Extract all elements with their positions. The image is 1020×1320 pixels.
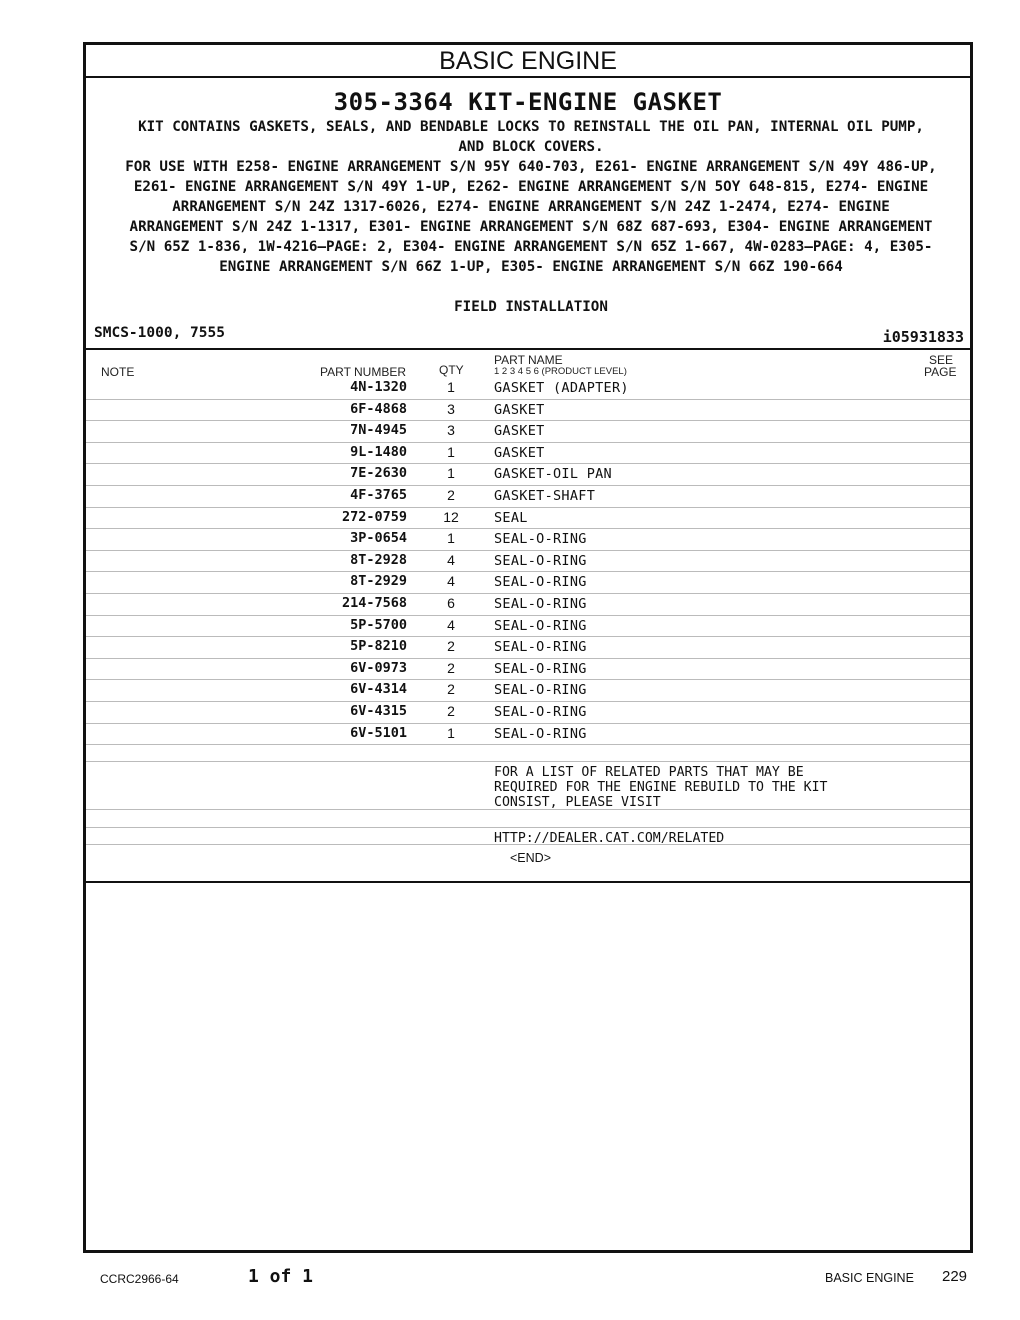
kit-title: 305-3364 KIT-ENGINE GASKET (333, 88, 723, 116)
part-number[interactable]: 214-7568 (341, 595, 407, 611)
kit-description: KIT CONTAINS GASKETS, SEALS, AND BENDABLE LOCKS TO REINSTALL THE OIL PAN, INTERNAL OIL PUMP, AND BLOCK COVERS. (138, 119, 924, 155)
parts-row (86, 702, 970, 724)
part-name: GASKET (ADAPTER) (494, 380, 629, 396)
part-qty: 1 (447, 379, 455, 395)
parts-row (86, 659, 970, 681)
part-name: SEAL-O-RING (494, 639, 587, 656)
part-name: SEAL-O-RING (494, 531, 587, 548)
part-qty: 1 (447, 465, 455, 482)
table-end-divider (86, 881, 970, 883)
part-qty: 2 (447, 681, 455, 698)
part-number[interactable]: 6V-4315 (350, 703, 407, 719)
smcs-code: SMCS-1000, 7555 (94, 325, 225, 341)
parts-row (86, 378, 970, 400)
part-qty: 4 (447, 616, 455, 633)
parts-row (86, 400, 970, 422)
parts-row (86, 421, 970, 443)
part-name: SEAL (494, 509, 528, 526)
parts-row (86, 486, 970, 508)
part-number[interactable]: 8T-2928 (350, 551, 407, 568)
part-name: SEAL-O-RING (494, 574, 587, 591)
part-number[interactable]: 5P-8210 (350, 638, 407, 655)
parts-row (86, 680, 970, 702)
header-see: SEE (929, 353, 954, 367)
parts-row (86, 594, 970, 616)
kit-usage: FOR USE WITH E258- ENGINE ARRANGEMENT S/N 95Y 640-703, E261- ENGINE ARRANGEMENT S/N 49Y 486-UP, E261- ENGINE ARRANGEMENT S/N 49Y 1-UP, E262- ENGINE ARRANGEMENT S/N 5OY 648-815, E274- ENGINE ARRANGEMENT S/N 24Z 1317-6026, E274- ENGINE ARRANGEMENT S/N 24Z 1-2474, E274- ENGINE ARRANGEMENT S/N 24Z 1-1317, E301- ENGINE ARRANGEMENT S/N 68Z 687-693, E304- ENGINE ARRANGEMENT S/N 65Z 1-836, 1W-4216—PAGE: 2, E304- ENGINE ARRANGEMENT S/N 65Z 1-667, 4W-0283—PAGE: 4, E305- ENGINE ARRANGEMENT S/N 66Z 1-UP, E305- ENGINE ARRANGEMENT S/N 66Z 190-664 (125, 159, 937, 275)
parts-row (86, 572, 970, 594)
part-name: SEAL-O-RING (494, 617, 587, 634)
part-qty: 1 (447, 724, 455, 741)
part-number[interactable]: 7E-2630 (350, 465, 407, 482)
kit-installation: FIELD INSTALLATION (454, 299, 608, 315)
part-qty: 1 (447, 443, 455, 460)
part-number[interactable]: 4N-1320 (350, 379, 407, 395)
spacer-row (86, 745, 970, 762)
header-qty: QTY (439, 363, 464, 377)
page-number: 229 (942, 1268, 968, 1285)
part-name: GASKET-SHAFT (494, 488, 596, 504)
part-name: SEAL-O-RING (494, 596, 587, 612)
footer-section-name: BASIC ENGINE (825, 1271, 914, 1285)
part-name: GASKET-OIL PAN (494, 466, 612, 483)
page-frame (83, 42, 973, 1253)
header-divider (86, 348, 970, 350)
related-parts-note: FOR A LIST OF RELATED PARTS THAT MAY BE REQUIRED FOR THE ENGINE REBUILD TO THE KIT CONSIST, PLEASE VISIT (494, 765, 828, 810)
part-number[interactable]: 6V-5101 (350, 724, 407, 741)
part-number[interactable]: 6V-4314 (350, 681, 407, 698)
part-name: GASKET (494, 401, 545, 418)
part-qty: 1 (447, 530, 455, 547)
part-qty: 4 (447, 573, 455, 590)
part-number[interactable]: 6F-4868 (350, 400, 407, 417)
part-name: SEAL-O-RING (494, 704, 587, 720)
part-qty: 12 (443, 508, 459, 525)
document-id: CCRC2966-64 (100, 1272, 179, 1286)
illustration-id: i05931833 (882, 328, 964, 346)
part-name: SEAL-O-RING (494, 660, 587, 677)
parts-row (86, 551, 970, 573)
part-number[interactable]: 6V-0973 (350, 659, 407, 676)
part-number[interactable]: 272-0759 (341, 508, 407, 525)
part-name: SEAL-O-RING (494, 725, 587, 742)
part-qty: 6 (447, 595, 455, 611)
part-qty: 3 (447, 422, 455, 439)
section-title: BASIC ENGINE (86, 45, 970, 78)
part-number[interactable]: 8T-2929 (350, 573, 407, 590)
part-number[interactable]: 5P-5700 (350, 616, 407, 633)
header-part-number: PART NUMBER (320, 365, 407, 379)
page-of: 1 of 1 (248, 1266, 314, 1287)
part-qty: 2 (447, 487, 455, 503)
header-product-levels: 1 2 3 4 5 6 (PRODUCT LEVEL) (494, 366, 627, 377)
related-parts-url[interactable]: HTTP://DEALER.CAT.COM/RELATED (494, 831, 725, 846)
end-marker: <END> (510, 851, 551, 865)
header-note: NOTE (101, 365, 135, 379)
note-row (86, 762, 970, 810)
part-qty: 2 (447, 638, 455, 655)
part-number[interactable]: 4F-3765 (350, 487, 407, 503)
part-number[interactable]: 3P-0654 (350, 530, 407, 547)
part-name: GASKET (494, 423, 545, 440)
parts-row (86, 637, 970, 659)
url-row (86, 828, 970, 845)
part-number[interactable]: 9L-1480 (350, 443, 407, 460)
parts-row (86, 724, 970, 746)
part-qty: 2 (447, 659, 455, 676)
parts-row (86, 616, 970, 638)
spacer-row (86, 810, 970, 828)
part-name: SEAL-O-RING (494, 682, 587, 699)
header-part-name: PART NAME (494, 353, 563, 367)
part-name: SEAL-O-RING (494, 552, 587, 569)
part-number[interactable]: 7N-4945 (350, 422, 407, 439)
parts-row (86, 464, 970, 486)
part-qty: 2 (447, 703, 455, 719)
parts-row (86, 443, 970, 465)
parts-row (86, 508, 970, 530)
header-page: PAGE (924, 365, 957, 379)
part-qty: 4 (447, 551, 455, 568)
part-name: GASKET (494, 444, 545, 461)
parts-row (86, 529, 970, 551)
part-qty: 3 (447, 400, 455, 417)
